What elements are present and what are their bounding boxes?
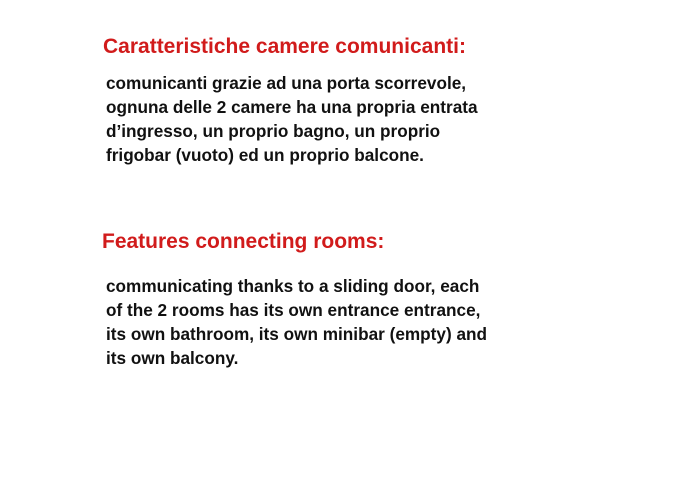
italian-section <box>0 33 700 167</box>
italian-description-line: ognuna delle 2 camere ha una propria entrata <box>106 97 478 117</box>
italian-description-line: d’ingresso, un proprio bagno, un proprio <box>106 121 441 141</box>
italian-description-line: comunicanti grazie ad una porta scorrevole, <box>106 73 467 93</box>
english-section <box>0 228 700 370</box>
english-description-line: its own balcony. <box>106 348 239 368</box>
italian-heading: Caratteristiche camere comunicanti: <box>103 35 466 58</box>
italian-description-line: frigobar (vuoto) ed un proprio balcone. <box>106 145 424 165</box>
english-description-line: communicating thanks to a sliding door, each <box>106 276 480 296</box>
italian-description <box>0 71 700 167</box>
english-description <box>0 274 700 370</box>
english-heading: Features connecting rooms: <box>102 230 385 253</box>
english-description-line: its own bathroom, its own minibar (empty) and <box>106 324 488 344</box>
english-description-line: of the 2 rooms has its own entrance entrance, <box>106 300 481 320</box>
